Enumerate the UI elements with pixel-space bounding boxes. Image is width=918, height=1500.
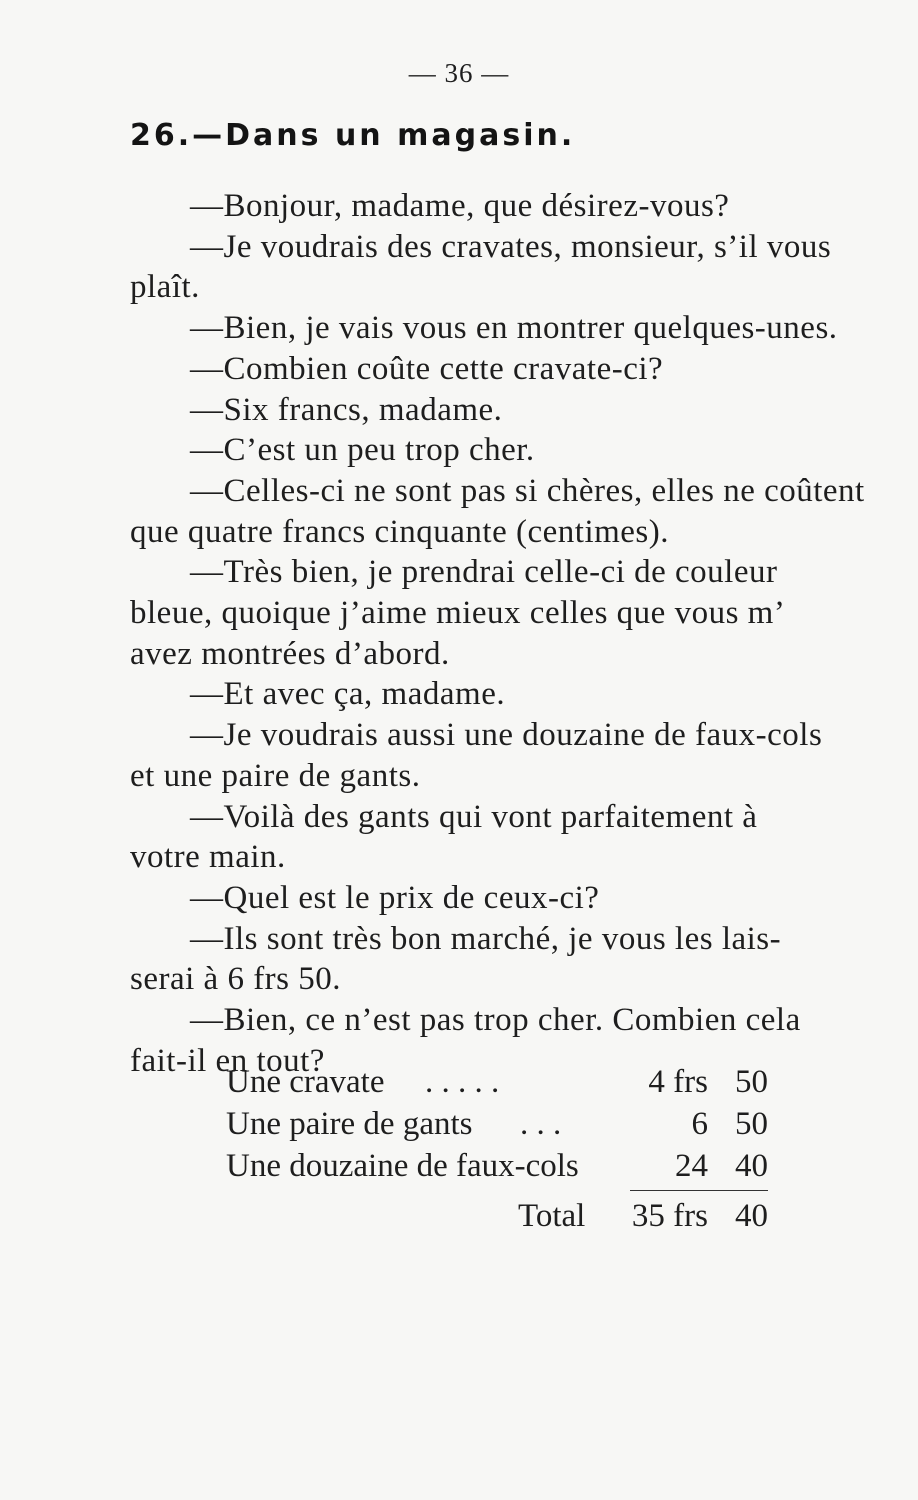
dialogue-line: et une paire de gants. (130, 757, 421, 794)
bill-item-name: Une douzaine de faux-cols (226, 1148, 579, 1184)
total-row (0, 1198, 918, 1240)
bill-item-frs: 4 frs (648, 1064, 708, 1100)
dialogue-line: —Bonjour, madame, que désirez-vous? (190, 188, 730, 224)
dialogue (130, 186, 872, 1081)
dialogue-line: plaît. (130, 269, 200, 306)
dialogue-line: votre main. (130, 839, 286, 876)
bill-item-frs: 6 (691, 1106, 708, 1142)
dialogue-line: fait-il en tout? (130, 1042, 325, 1079)
bill-row (0, 1064, 918, 1106)
dialogue-line: —Je voudrais des cravates, monsieur, s’il vous (190, 228, 832, 265)
bill-item-cents: 50 (735, 1106, 768, 1142)
dialogue-line: —Bien, je vais vous en montrer quelques-unes. (190, 310, 838, 347)
total-cents: 40 (735, 1198, 768, 1234)
dialogue-line: —Bien, ce n’est pas trop cher. Combien cela (190, 1002, 801, 1039)
total-frs: 35 frs (631, 1198, 708, 1234)
dialogue-line: —Très bien, je prendrai celle-ci de couleur (190, 554, 778, 591)
bill-item-cents: 50 (735, 1064, 768, 1100)
bill-item-dots: . . . . . (425, 1064, 500, 1100)
dialogue-line: —Ils sont très bon marché, je vous les lais- (190, 920, 782, 957)
dialogue-line: —Et avec ça, madame. (190, 676, 506, 713)
dialogue-line: —Quel est le prix de ceux-ci? (190, 879, 600, 916)
dialogue-line: serai à 6 frs 50. (130, 961, 342, 998)
bill-item-dots: . . . (520, 1106, 562, 1142)
bill-table (0, 1064, 918, 1190)
bill-row (0, 1148, 918, 1190)
dialogue-line: —Combien coûte cette cravate-ci? (190, 350, 664, 387)
bill-item-frs: 24 (675, 1148, 708, 1184)
dialogue-line: bleue, quoique j’aime mieux celles que vous m’ (130, 595, 786, 632)
dialogue-line: avez montrées d’abord. (130, 635, 450, 672)
total-label: Total (518, 1198, 586, 1234)
dialogue-line: —C’est un peu trop cher. (190, 432, 535, 469)
bill-row (0, 1106, 918, 1148)
dialogue-line: —Je voudrais aussi une douzaine de faux-cols (190, 717, 823, 754)
bill-item-name: Une cravate (226, 1064, 385, 1100)
dialogue-line: —Celles-ci ne sont pas si chères, elles ne coûtent (190, 472, 865, 509)
bill-item-cents: 40 (735, 1148, 768, 1184)
page-number: — 36 — (408, 58, 510, 88)
dialogue-line: que quatre francs cinquante (centimes). (130, 513, 670, 550)
total-rule (630, 1190, 768, 1191)
dialogue-line: —Six francs, madame. (190, 391, 503, 428)
section-heading: 26.—Dans un magasin. (130, 118, 576, 153)
bill-item-name: Une paire de gants (226, 1106, 473, 1142)
dialogue-line: —Voilà des gants qui vont parfaitement à (190, 798, 758, 835)
